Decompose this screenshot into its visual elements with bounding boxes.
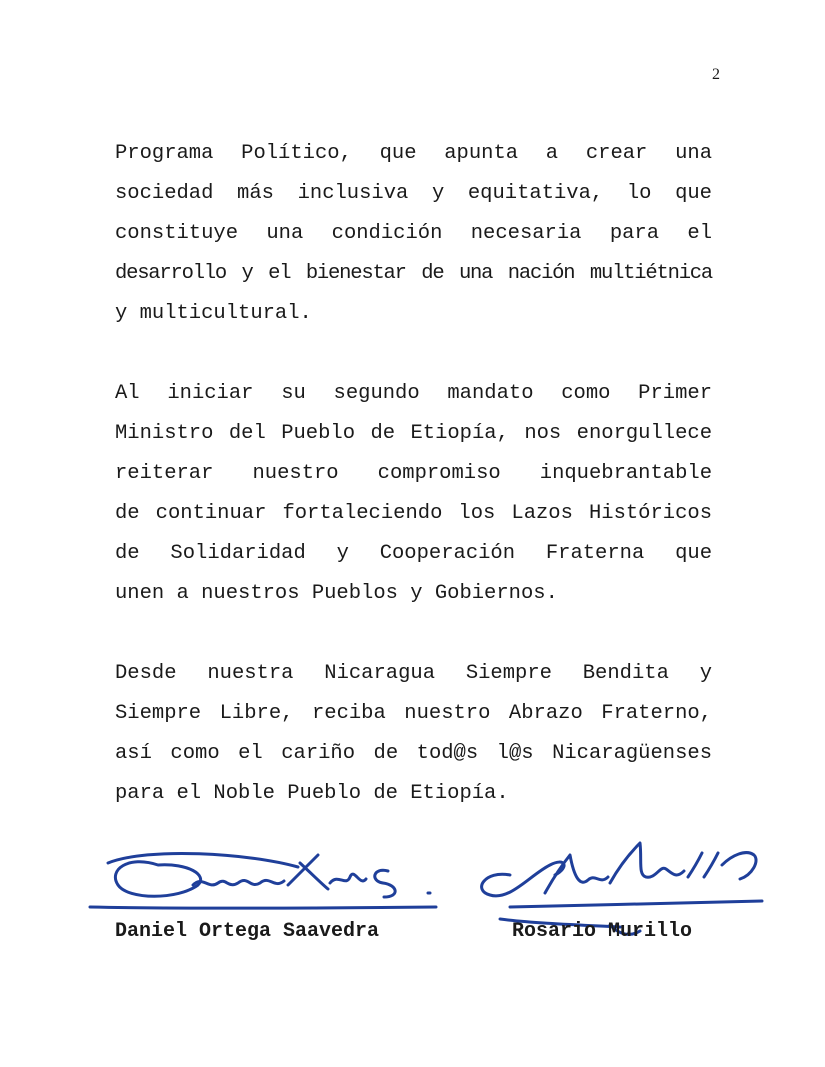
text-line: así como el cariño de tod@s l@s Nicaragüenses	[115, 742, 712, 765]
text-line: de continuar fortaleciendo los Lazos Históricos	[115, 502, 712, 525]
paragraph-2	[115, 374, 712, 614]
text-line: reiterar nuestro compromiso inquebrantable	[115, 462, 712, 485]
signature-daniel-ortega	[88, 845, 448, 915]
text-line: y multicultural.	[115, 302, 312, 325]
signatory-name-left: Daniel Ortega Saavedra	[115, 920, 380, 943]
text-line: desarrollo y el bienestar de una nación multiétnica	[115, 262, 712, 285]
text-line: Ministro del Pueblo de Etiopía, nos enorgullece	[115, 422, 712, 445]
text-line: unen a nuestros Pueblos y Gobiernos.	[115, 582, 558, 605]
text-line: sociedad más inclusiva y equitativa, lo que	[115, 182, 712, 205]
paragraph-1	[115, 134, 712, 334]
text-line: Programa Político, que apunta a crear una	[115, 142, 712, 165]
paragraph-3	[115, 654, 712, 814]
page-number: 2	[712, 66, 720, 83]
text-line: Siempre Libre, reciba nuestro Abrazo Fraterno,	[115, 702, 712, 725]
text-line: constituye una condición necesaria para el	[115, 222, 712, 245]
signatory-name-right: Rosario Murillo	[512, 920, 693, 943]
text-line: de Solidaridad y Cooperación Fraterna que	[115, 542, 712, 565]
text-line: para el Noble Pueblo de Etiopía.	[115, 782, 509, 805]
text-line: Al iniciar su segundo mandato como Primer	[115, 382, 712, 405]
text-line: Desde nuestra Nicaragua Siempre Bendita y	[115, 662, 712, 685]
